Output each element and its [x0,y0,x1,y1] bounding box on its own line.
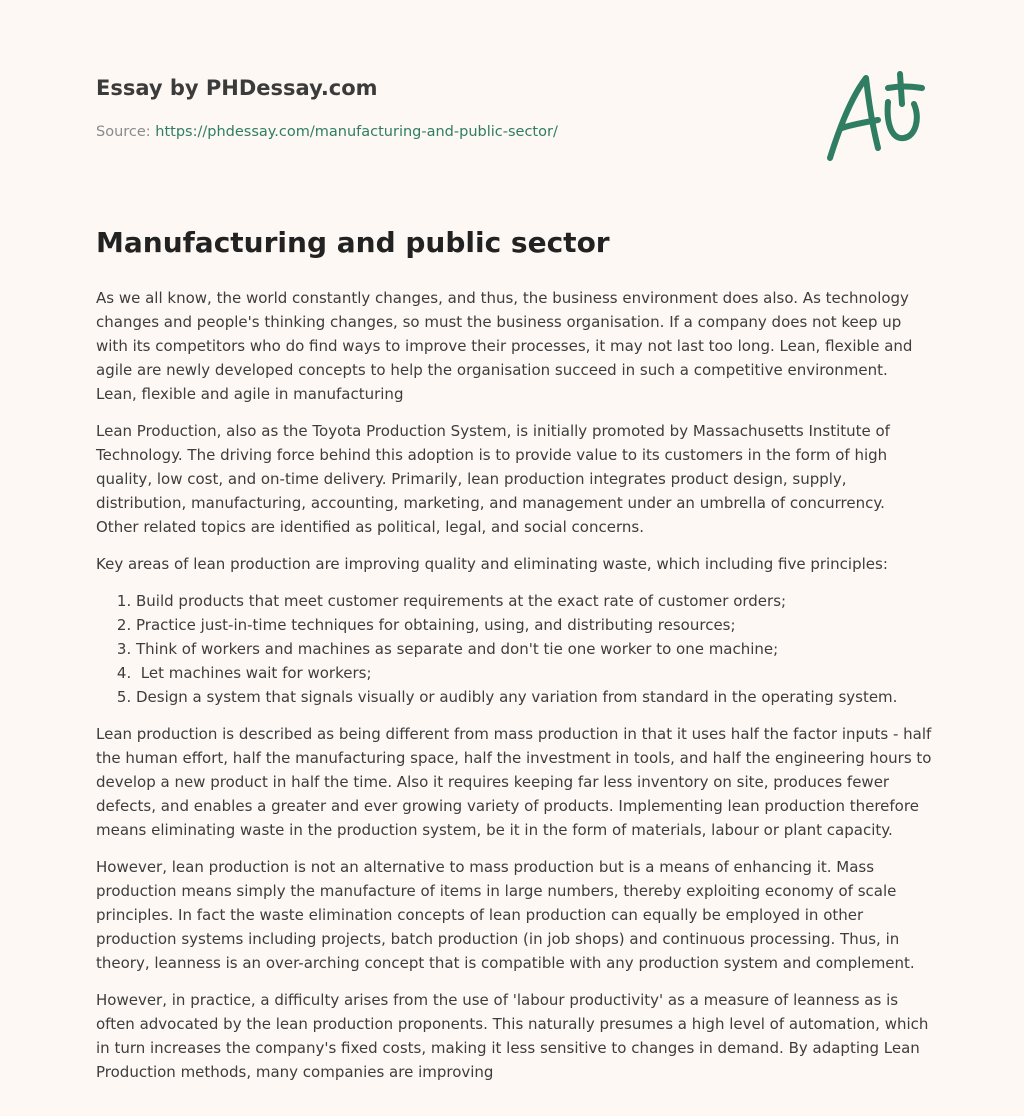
paragraph: Key areas of lean production are improving quality and eliminating waste, which including five principles: [96,555,888,573]
essay-body [96,286,932,1097]
list-item: 4. Let machines wait for workers; [136,661,932,685]
source-line [96,124,558,140]
paragraph: However, in practice, a difficulty arises from the use of 'labour productivity' as a measure of leanness as is often advocated by the lean production proponents. This naturally presumes a high level of automation, which in turn increases the company's fixed costs, making it less sensitive to changes in demand. By adapting Lean Production methods, many companies are improving [96,991,929,1081]
essay-title: Manufacturing and public sector [96,226,610,259]
list-item: 2. Practice just-in-time techniques for obtaining, using, and distributing resources; [136,613,932,637]
a-plus-logo-icon [818,66,930,166]
site-brand: Essay by PHDessay.com [96,76,378,100]
principles-list [96,589,932,709]
paragraph: Lean production is described as being different from mass production in that it uses half the factor inputs - half the human effort, half the manufacturing space, half the investment in tools, and half the engineering hours to develop a new product in half the time. Also it requires keeping far less inventory on site, produces fewer defects, and enables a greater and ever growing variety of products. Implementing lean production therefore means eliminating waste in the production system, be it in the form of materials, labour or plant capacity. [96,725,932,839]
list-item: 1. Build products that meet customer requirements at the exact rate of customer orders; [136,589,932,613]
list-item: 5. Design a system that signals visually or audibly any variation from standard in the operating system. [136,685,932,709]
paragraph: However, lean production is not an alternative to mass production but is a means of enhancing it. Mass production means simply the manufacture of items in large numbers, thereby exploiting economy of scale principles. In fact the waste elimination concepts of lean production can equally be employed in other production systems including projects, batch production (in job shops) and continuous processing. Thus, in theory, leanness is an over-arching concept that is compatible with any production system and complement. [96,858,915,972]
paragraph: As we all know, the world constantly changes, and thus, the business environment does also. As technology changes and people's thinking changes, so must the business organisation. If a company does not keep up with its competitors who do find ways to improve their processes, it may not last too long. Lean, flexible and agile are newly developed concepts to help the organisation succeed in such a competitive environment. Lean, flexible and agile in manufacturing [96,289,913,403]
paragraph: Lean Production, also as the Toyota Production System, is initially promoted by Massachusetts Institute of Technology. The driving force behind this adoption is to provide value to its customers in the form of high quality, low cost, and on-time delivery. Primarily, lean production integrates product design, supply, distribution, manufacturing, accounting, marketing, and management under an umbrella of concurrency. Other related topics are identified as political, legal, and social concerns. [96,422,890,536]
list-item: 3. Think of workers and machines as separate and don't tie one worker to one machine; [136,637,932,661]
source-label: Source: [96,124,151,140]
source-link[interactable]: https://phdessay.com/manufacturing-and-public-sector/ [155,124,558,140]
